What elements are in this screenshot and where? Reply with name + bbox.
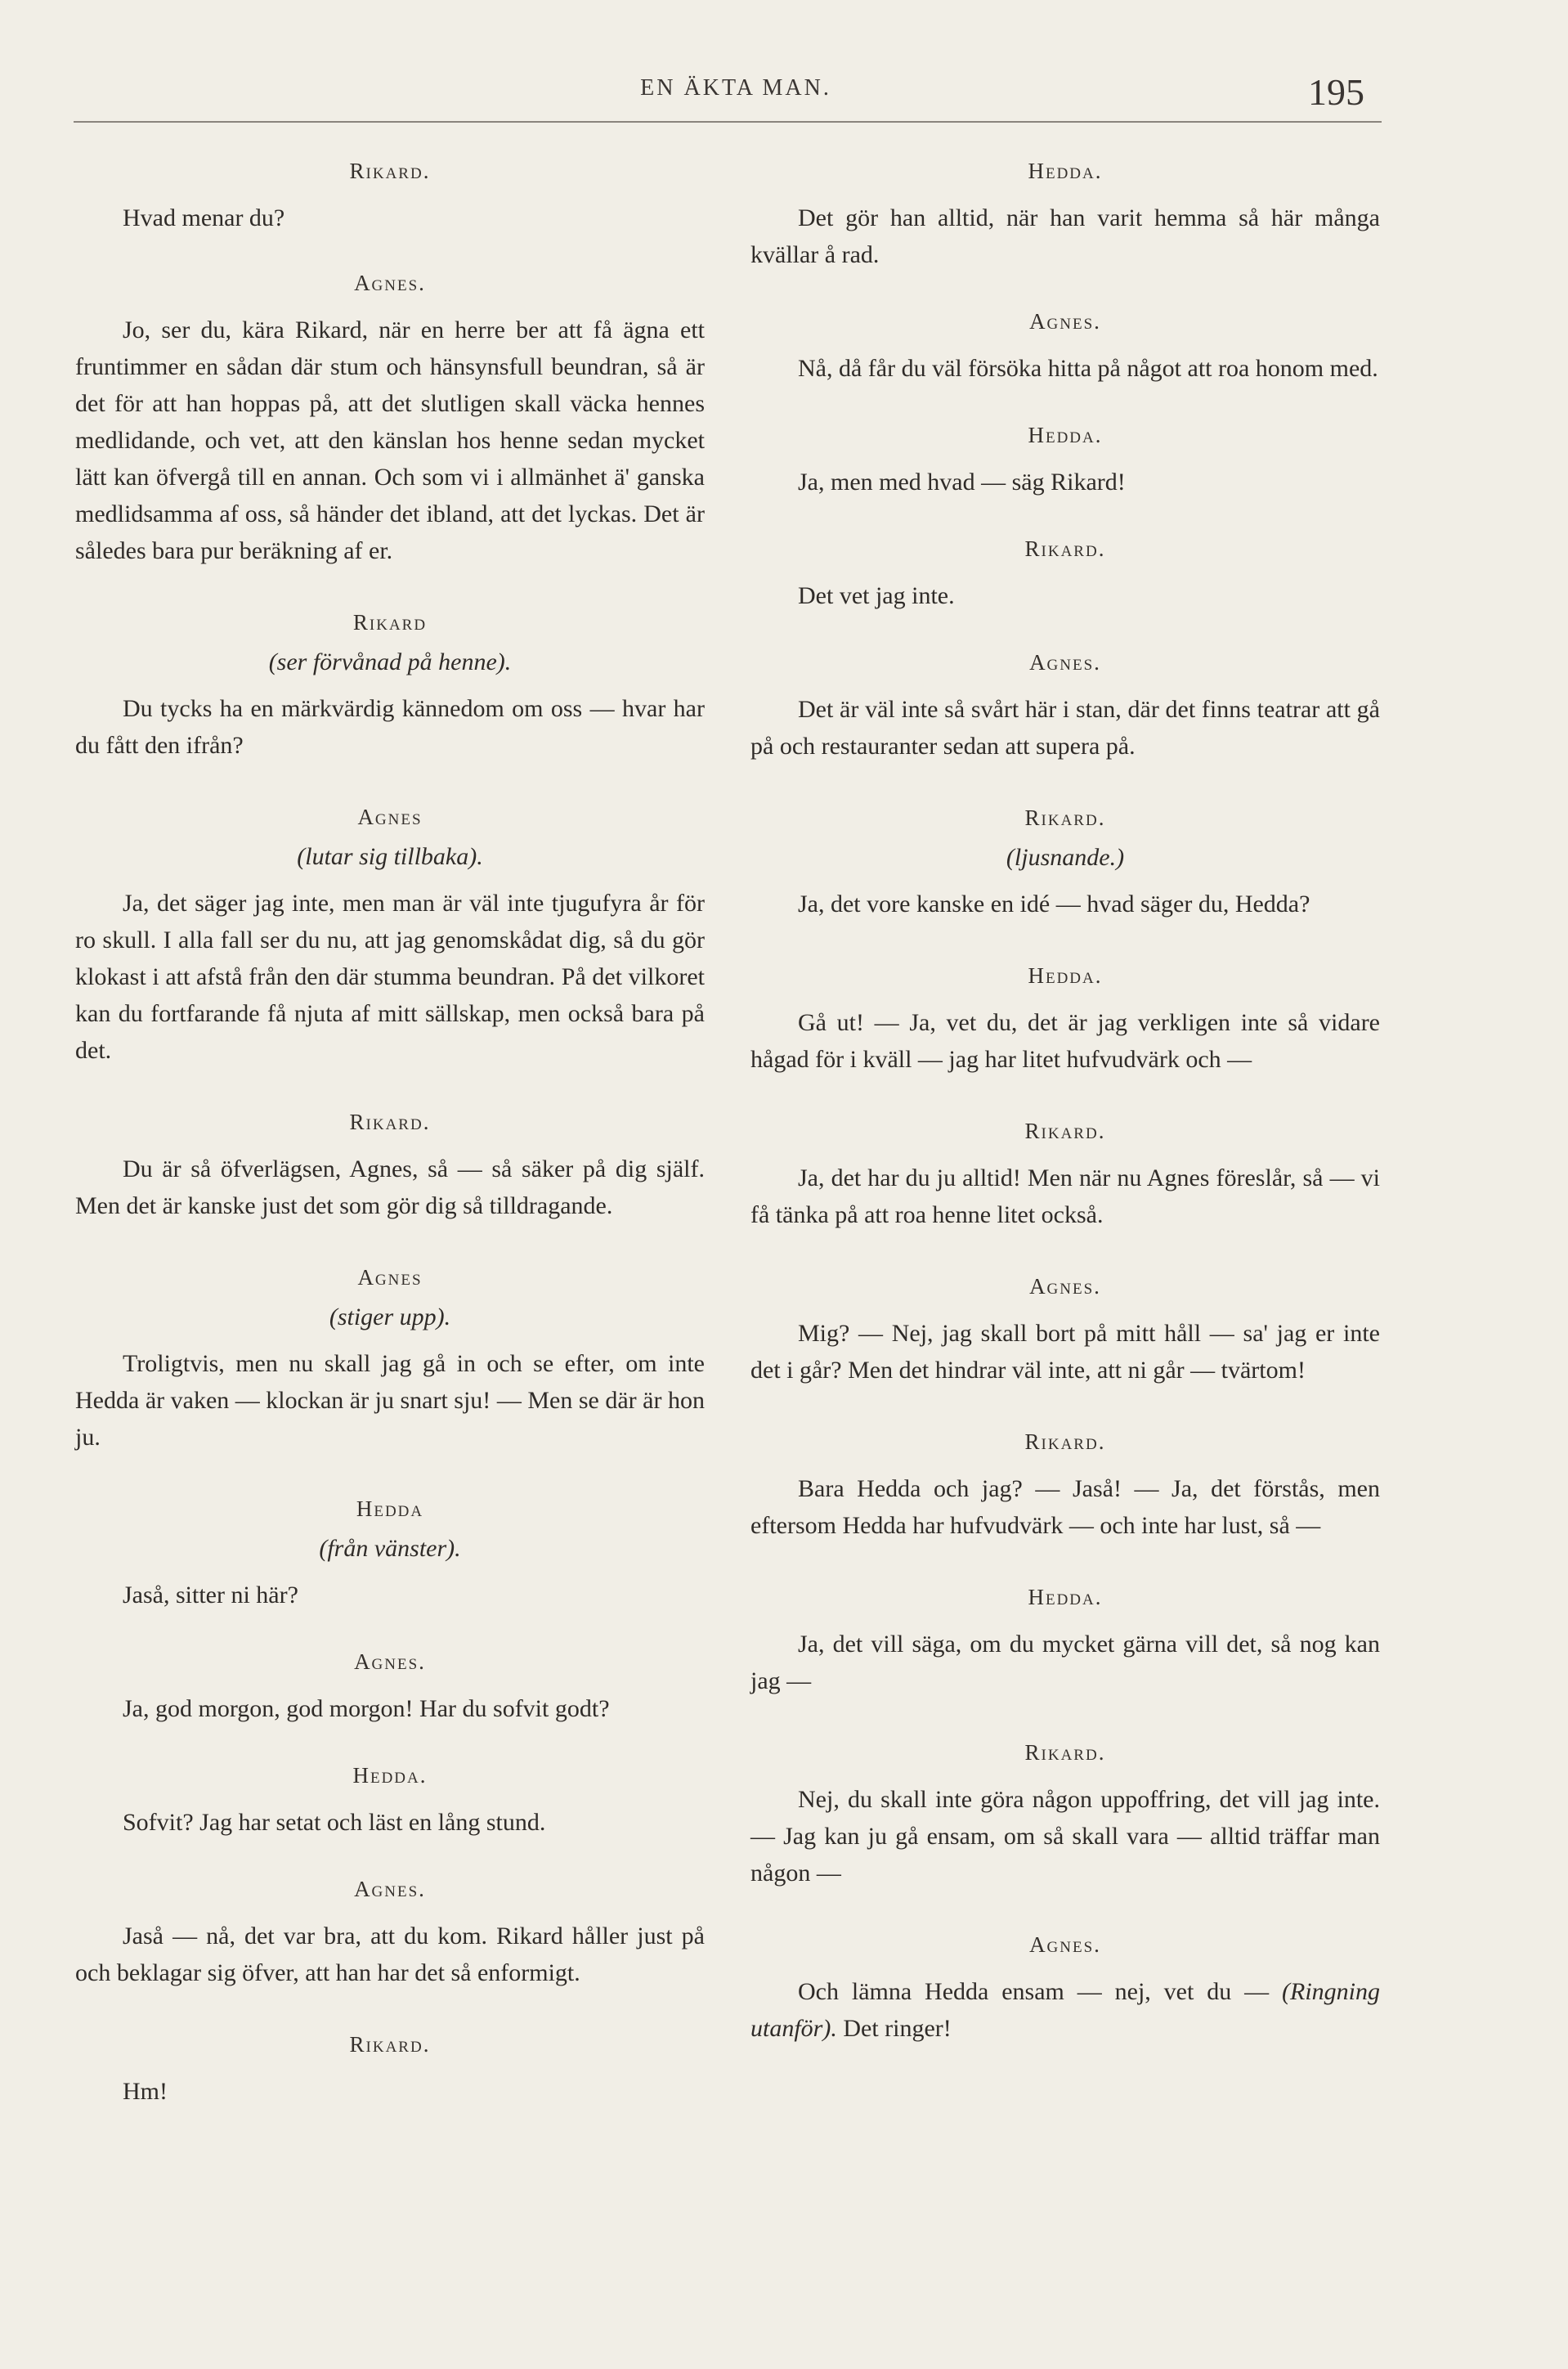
stage-direction: (Ringning utanför). <box>750 1978 1380 2042</box>
dialogue-block <box>75 2029 705 2110</box>
speech-text: Det gör han alltid, när han varit hemma så här många kvällar å rad. <box>750 204 1380 268</box>
speaker-name: Agnes. <box>1029 1274 1101 1299</box>
stage-direction: (stiger upp). <box>329 1303 451 1330</box>
speech-text: Ja, god morgon, god morgon! Har du sofvit godt? <box>123 1695 610 1722</box>
stage-direction: (lutar sig tillbaka). <box>297 843 483 870</box>
speaker-name: Rikard. <box>1024 1740 1106 1765</box>
dialogue-block <box>750 420 1380 500</box>
speaker-name: Hedda. <box>1028 963 1103 988</box>
speaker-name: Rikard. <box>349 159 431 183</box>
dialogue-block <box>75 1646 705 1727</box>
speech-text: Det vet jag inte. <box>798 582 955 609</box>
speech-text: Nej, du skall inte göra någon uppoffring, det vill jag inte. — Jag kan ju gå ensam, om så skall vara — alltid träffar man någon — <box>750 1786 1380 1887</box>
speaker-name: Rikard. <box>349 2032 431 2057</box>
dialogue-block <box>75 607 705 764</box>
running-header: EN ÄKTA MAN. <box>640 75 831 101</box>
speech-text: Ja, det har du ju alltid! Men när nu Agnes föreslår, så — vi få tänka på att roa henne litet också. <box>750 1164 1380 1228</box>
speaker-name: Agnes. <box>1029 1932 1101 1957</box>
speech-tail: Det ringer! <box>843 2015 952 2042</box>
speaker-name: Rikard <box>352 610 428 635</box>
dialogue-block <box>75 1760 705 1841</box>
speech-text: Mig? — Nej, jag skall bort på mitt håll — sa' jag er inte det i går? Men det hindrar väl inte, att ni går — tvärtom! <box>750 1320 1380 1384</box>
dialogue-block <box>750 1582 1380 1699</box>
dialogue-block <box>750 1737 1380 1891</box>
speaker-name: Hedda. <box>1028 1585 1103 1609</box>
speaker-name: Rikard. <box>1024 805 1106 830</box>
speech-text: Nå, då får du väl försöka hitta på något att roa honom med. <box>798 355 1378 382</box>
left-column <box>75 155 705 2147</box>
dialogue-block <box>750 1426 1380 1544</box>
speech-text: Gå ut! — Ja, vet du, det är jag verkligen inte så vidare hågad för i kväll — jag har litet hufvudvärk och — <box>750 1009 1380 1073</box>
stage-direction: (ljusnande.) <box>1006 844 1125 871</box>
header-rule <box>74 121 1382 123</box>
speaker-name: Rikard. <box>1024 1429 1106 1454</box>
speaker-name: Agnes. <box>354 1877 426 1901</box>
speaker-name: Hedda. <box>1028 423 1103 447</box>
speaker-name: Rikard. <box>1024 1119 1106 1143</box>
dialogue-block <box>750 155 1380 273</box>
speech-text: Du tycks ha en märkvärdig kännedom om oss — hvar har du fått den ifrån? <box>75 695 705 759</box>
speaker-name: Rikard. <box>349 1110 431 1134</box>
dialogue-block <box>75 267 705 569</box>
speech-text: Ja, det vill säga, om du mycket gärna vill det, så nog kan jag — <box>750 1631 1380 1694</box>
dialogue-block <box>750 960 1380 1078</box>
speech-main: Och lämna Hedda ensam — nej, vet du — <box>798 1978 1270 2005</box>
speech-text: Troligtvis, men nu skall jag gå in och se efter, om inte Hedda är vaken — klockan är ju snart sju! — Men se där är hon ju. <box>75 1350 705 1451</box>
dialogue-block <box>75 1493 705 1613</box>
dialogue-block <box>75 1262 705 1456</box>
speech-text: Hm! <box>123 2078 168 2105</box>
dialogue-block <box>75 1873 705 1991</box>
dialogue-block <box>750 306 1380 387</box>
page-number: 195 <box>1308 71 1364 113</box>
speech-text: Ja, men med hvad — säg Rikard! <box>798 469 1126 496</box>
speaker-name: Hedda. <box>1028 159 1103 183</box>
speech-text: Bara Hedda och jag? — Jaså! — Ja, det förstås, men eftersom Hedda har hufvudvärk — och inte har lust, så — <box>750 1475 1380 1539</box>
stage-direction: (ser förvånad på henne). <box>268 648 512 675</box>
dialogue-block <box>750 1115 1380 1233</box>
speaker-name: Agnes. <box>354 1649 426 1674</box>
speaker-name: Hedda <box>356 1496 424 1521</box>
speaker-name: Agnes. <box>1029 650 1101 675</box>
speech-text: Du är så öfverlägsen, Agnes, så — så säker på dig själf. Men det är kanske just det som gör dig så tilldragande. <box>75 1155 705 1219</box>
speaker-name: Agnes <box>357 805 423 829</box>
speaker-name: Agnes <box>357 1265 423 1290</box>
dialogue-block <box>750 647 1380 765</box>
dialogue-block <box>750 802 1380 922</box>
speech-text <box>750 1973 1380 2047</box>
right-column <box>750 155 1380 2084</box>
dialogue-block <box>75 801 705 1069</box>
speech-text: Hvad menar du? <box>123 204 285 231</box>
dialogue-block <box>75 1106 705 1224</box>
speech-text: Jo, ser du, kära Rikard, när en herre ber att få ägna ett fruntimmer en sådan där stum och hänsynsfull beundran, så är det för att han hoppas på, att det slutligen skall väcka hennes medlidande, och vet, att den känslan hos henne sedan mycket lätt kan öfvergå till en annan. Och som vi i allmänhet ä' ganska medlidsamma af oss, så händer det ibland, att det lyckas. Det är således bara pur beräkning af er. <box>75 316 705 564</box>
dialogue-block <box>750 1271 1380 1389</box>
dialogue-block <box>750 1929 1380 2047</box>
speaker-name: Agnes. <box>354 271 426 295</box>
speaker-name: Hedda. <box>352 1763 428 1788</box>
speech-text: Ja, det vore kanske en idé — hvad säger du, Hedda? <box>798 891 1310 918</box>
speech-text: Ja, det säger jag inte, men man är väl inte tjugufyra år för ro skull. I alla fall ser du nu, att jag genomskådat dig, så du gör klokast i att afstå från den där stumma beundran. På det vilkoret kan du fortfarande få njuta af mitt sällskap, men också bara på det. <box>75 890 705 1064</box>
speech-text: Jaså — nå, det var bra, att du kom. Rikard håller just på och beklagar sig öfver, att han har det så enformigt. <box>75 1923 705 1986</box>
dialogue-block <box>75 155 705 236</box>
stage-direction: (från vänster). <box>319 1535 461 1562</box>
speech-text: Jaså, sitter ni här? <box>123 1582 298 1608</box>
speech-text: Det är väl inte så svårt här i stan, där det finns teatrar att gå på och restauranter sedan att supera på. <box>750 696 1380 760</box>
speaker-name: Agnes. <box>1029 309 1101 334</box>
dialogue-block <box>750 533 1380 614</box>
speaker-name: Rikard. <box>1024 536 1106 561</box>
speech-text: Sofvit? Jag har setat och läst en lång stund. <box>123 1809 546 1836</box>
